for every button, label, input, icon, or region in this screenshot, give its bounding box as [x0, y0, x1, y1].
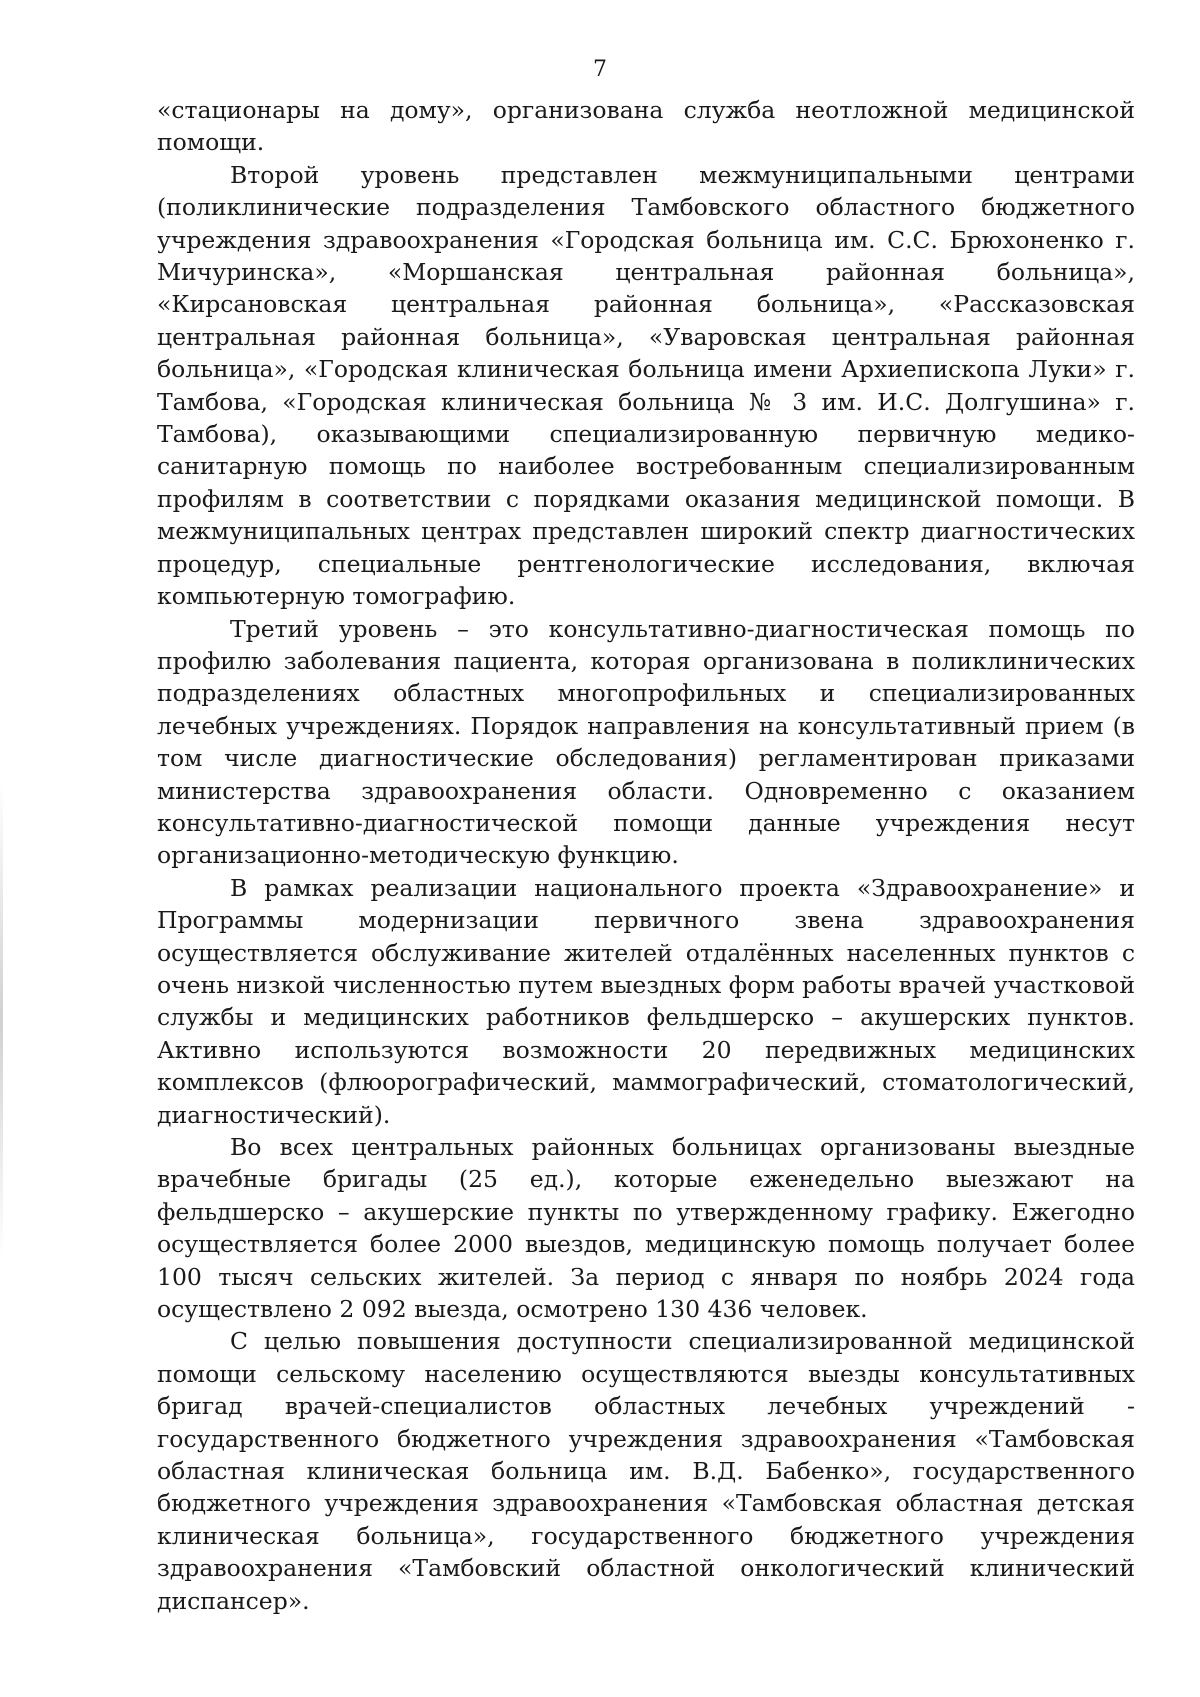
scan-edge-shadow	[0, 780, 3, 1260]
document-body	[157, 94, 1135, 1617]
paragraph-continuation: «стационары на дому», организована служба неотложной медицинской помощи.	[157, 96, 1135, 157]
paragraph-consultative-teams: С целью повышения доступности специализированной медицинской помощи сельскому населению осуществляются выезды консультативных бригад врачей-специалистов областных лечебных учреждений - государственного бюджетного учреждения здравоохранения «Тамбовская областная клиническая больница им. В.Д. Бабенко», государственного бюджетного учреждения здравоохранения «Тамбовская областная детская клиническая больница», государственного бюджетного учреждения здравоохранения «Тамбовский областной онкологический клинический диспансер».	[157, 1327, 1135, 1615]
paragraph-mobile-teams: Во всех центральных районных больницах организованы выездные врачебные бригады (25 ед.), которые еженедельно выезжают на фельдшерско – акушерские пункты по утвержденному графику. Ежегодно осуществляется более 2000 выездов, медицинскую помощь получает более 100 тысяч сельских жителей. За период с января по ноябрь 2024 года осуществлено 2 092 выезда, осмотрено 130 436 человек.	[157, 1133, 1135, 1324]
page-number: 7	[593, 57, 607, 82]
paragraph-national-project: В рамках реализации национального проекта «Здравоохранение» и Программы модернизации первичного звена здравоохранения осуществляется обслуживание жителей отдалённых населенных пунктов с очень низкой численностью путем выездных форм работы врачей участковой службы и медицинских работников фельдшерско – акушерских пунктов. Активно используются возможности 20 передвижных медицинских комплексов (флюорографический, маммографический, стоматологический, диагностический).	[157, 873, 1135, 1129]
paragraph-third-level: Третий уровень – это консультативно-диагностическая помощь по профилю заболевания пациента, которая организована в поликлинических подразделениях областных многопрофильных и специализированных лечебных учреждениях. Порядок направления на консультативный прием (в том числе диагностические обследования) регламентирован приказами министерства здравоохранения области. Одновременно с оказанием консультативно-диагностической помощи данные учреждения несут организационно-методическую функцию.	[157, 614, 1135, 870]
paragraph-second-level: Второй уровень представлен межмуниципальными центрами (поликлинические подразделения Тамбовского областного бюджетного учреждения здравоохранения «Городская больница им. С.С. Брюхоненко г. Мичуринска», «Моршанская центральная районная больница», «Кирсановская центральная районная больница», «Рассказовская центральная районная больница», «Уваровская центральная районная больница», «Городская клиническая больница имени Архиепископа Луки» г. Тамбова, «Городская клиническая больница № 3 им. И.С. Долгушина» г. Тамбова), оказывающими специализированную первичную медико-санитарную помощь по наиболее востребованным специализированным профилям в соответствии с порядками оказания медицинской помощи. В межмуниципальных центрах представлен широкий спектр диагностических процедур, специальные рентгенологические исследования, включая компьютерную томографию.	[157, 160, 1135, 611]
